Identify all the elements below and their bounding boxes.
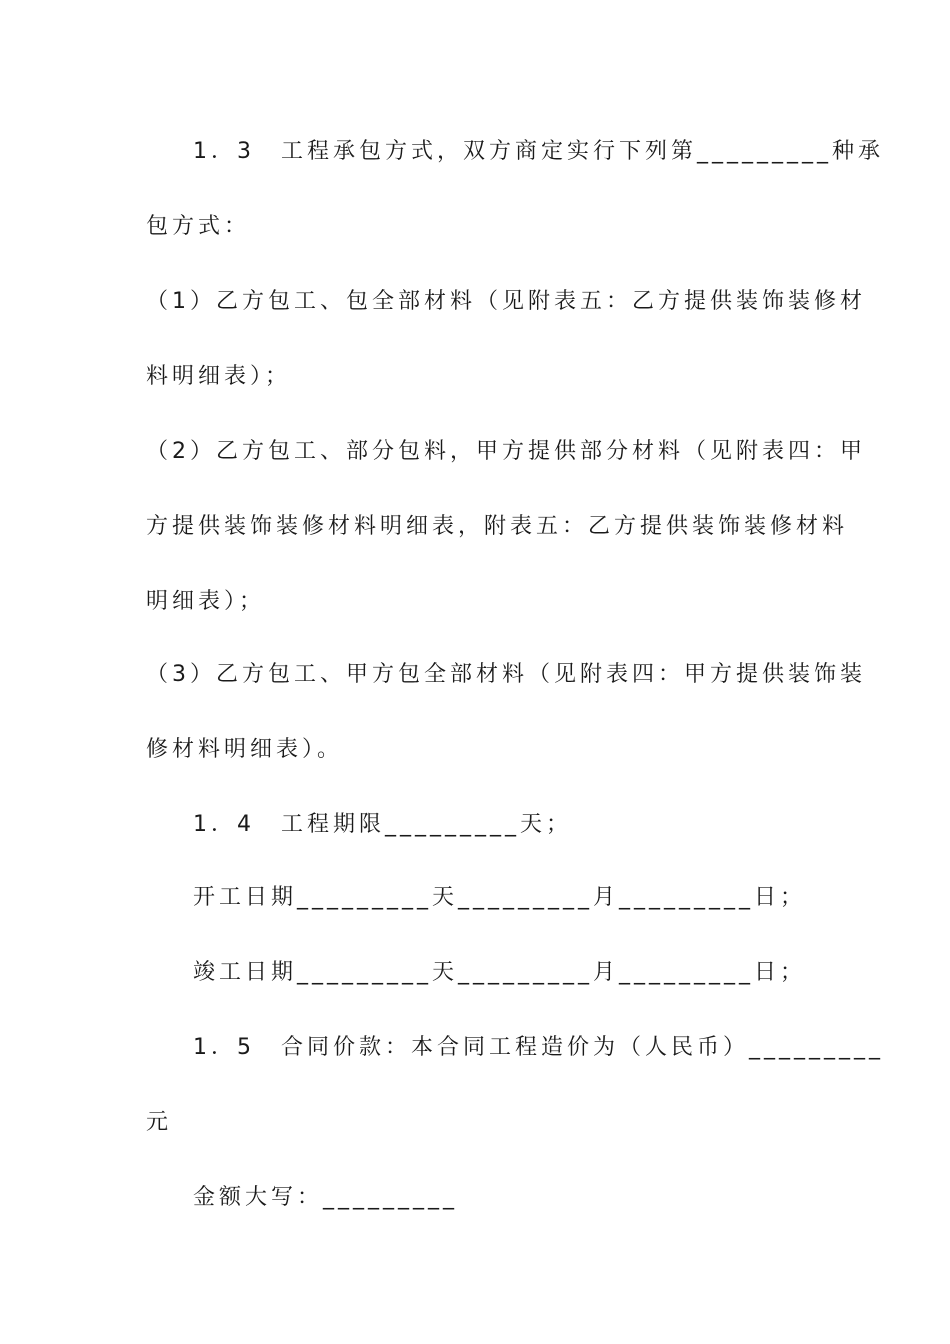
option-2-line-1: （2）乙方包工、部分包料，甲方提供部分材料（见附表四：甲 — [146, 439, 866, 464]
clause-1-5-line-1: 1．5 合同价款：本合同工程造价为（人民币）_________ — [193, 1035, 884, 1060]
clause-1-4: 1．4 工程期限_________天； — [193, 812, 572, 837]
completion-date: 竣工日期_________天_________月_________日； — [193, 960, 807, 985]
clause-1-3-line-2: 包方式： — [146, 214, 251, 239]
option-3-line-2: 修材料明细表）。 — [146, 737, 344, 762]
option-2-line-2: 方提供装饰装修材料明细表，附表五：乙方提供装饰装修材料 — [146, 514, 849, 539]
start-date: 开工日期_________天_________月_________日； — [193, 885, 807, 910]
clause-1-5-line-2: 元 — [146, 1110, 173, 1135]
option-2-line-3: 明细表）； — [146, 589, 266, 614]
option-1-line-1: （1）乙方包工、包全部材料（见附表五：乙方提供装饰装修材 — [146, 289, 866, 314]
option-1-line-2: 料明细表）； — [146, 364, 292, 389]
option-3-line-1: （3）乙方包工、甲方包全部材料（见附表四：甲方提供装饰装 — [146, 662, 866, 687]
amount-in-words: 金额大写：_________ — [193, 1185, 459, 1210]
clause-1-3-line-1: 1．3 工程承包方式，双方商定实行下列第_________种承 — [193, 139, 884, 164]
